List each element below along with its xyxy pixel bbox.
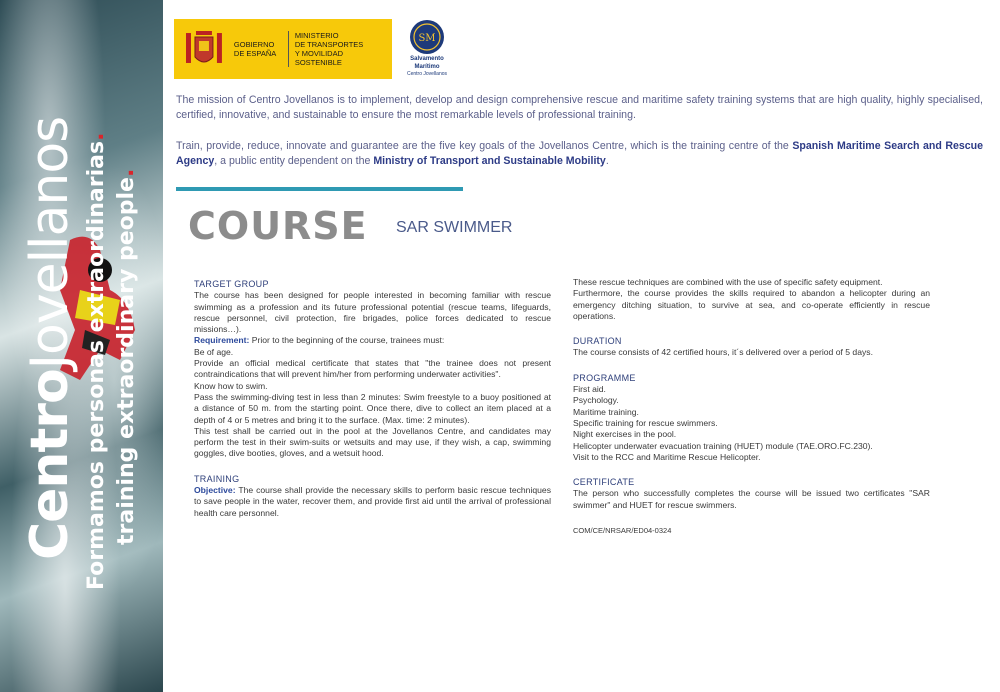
target-group-text: The course has been designed for people interested in becoming familiar with rescue swimming as a profession and its future professional potential (rescue teams, lifeguards, rescue personnel, civil protection, fire brigades, police forces dedicated to rescue missions…). [194,290,551,335]
sasemar-subtitle: Centro Jovellanos [406,71,448,77]
certificate-text: The person who successfully completes the course will be issued two certificates "SAR swimmer" and HUET for rescue swimmers. [573,488,930,510]
requirement-intro: Requirement: Prior to the beginning of the course, trainees must: [194,335,445,346]
programme-item: Helicopter underwater evacuation training (HUET) module (TAE.ORO.FC.230). [573,440,873,451]
course-code: COM/CE/NRSAR/ED04-0324 [573,526,672,536]
programme-item: First aid. [573,384,606,395]
hero-photo-banner [0,0,163,692]
ministry-link-text: Ministry of Transport and Sustainable Mobility [373,155,606,167]
course-heading: COURSE [188,204,368,248]
sasemar-name: Salvamento Marítimo [410,56,444,70]
banner-slogan-english: training extraordinary people. [114,168,139,545]
left-column [194,279,551,519]
requirement-item: Pass the swimming-diving test in less than 2 minutes: Swim freestyle to a buoy positioned at a distance of 50 m. from the starting point. Once there, dive to collect an item placed at a depth of 4 or 5 metres and bring it to the surface. (Max. time: 2 minutes). [194,391,551,425]
objective-text: Objective: The course shall provide the necessary skills to perform basic rescue techniques to save people in the water, recover them, and provide first aid until the arrival of professional health care personnel. [194,485,551,518]
salvamento-maritimo-logo [402,19,452,81]
course-name: SAR SWIMMER [396,219,513,236]
programme-heading: PROGRAMME [573,372,636,383]
gov-name: GOBIERNO DE ESPAÑA [233,40,277,58]
requirement-item: This test shall be carried out in the pool at the Jovellanos Centre, and candidates may perform the test in their swim-suits or wetsuits and may use, if they wish, a cap, swimming goggles, dive booties, gloves, and a wetsuit hood. [194,425,551,459]
programme-item: Specific training for rescue swimmers. [573,417,718,428]
mission-statement: The mission of Centro Jovellanos is to implement, develop and design comprehensive rescue and maritime safety training systems that are high quality, highly specialised, certified, innovative, and sustainable to ensure the most remarkable levels of professional training. [176,94,983,121]
duration-heading: DURATION [573,336,622,347]
programme-item: Maritime training. [573,406,639,417]
programme-list [573,384,930,463]
goals-statement: Train, provide, reduce, innovate and guarantee are the five key goals of the Jovellanos Centre, which is the training centre of the Spanish Maritime Search and Rescue Agency, a public entity dependent on the Ministry of Transport and Sustainable Mobility. [176,140,984,167]
logo-divider [288,31,289,67]
ministry-name: MINISTERIO DE TRANSPORTES Y MOVILIDAD SOSTENIBLE [294,31,364,67]
banner-slogan-spanish: Formamos personas extraordinarias. [84,132,109,590]
certificate-heading: CERTIFICATE [573,477,635,488]
duration-text: The course consists of 42 certified hours, it´s delivered over a period of 5 days. [573,347,873,358]
requirement-item: Be of age. [194,346,234,357]
requirement-item: Provide an official medical certificate that states that "the trainee does not present contraindications that will prevent him/her from performing underwater activities". [194,358,551,380]
sasemar-initials: SM [418,33,436,44]
target-group-heading: TARGET GROUP [194,279,269,289]
techniques-text: These rescue techniques are combined with the use of specific safety equipment. [573,277,883,287]
skills-text: Furthermore, the course provides the skills required to abandon a helicopter during an emergency ditching situation, to survive at sea, and co-operate efficiently in rescue operations. [573,288,930,321]
right-column [573,277,930,536]
brand-wordmark: CentroJovellanos [20,116,80,560]
programme-item: Night exercises in the pool. [573,429,677,440]
programme-item: Visit to the RCC and Maritime Rescue Helicopter. [573,451,761,462]
sasemar-emblem-icon [409,19,445,55]
government-logo [174,19,392,79]
agency-name: Spanish Maritime Search and Rescue Agency [176,140,984,167]
requirement-item: Know how to swim. [194,380,268,391]
coat-of-arms-icon [184,27,224,71]
section-divider [176,187,463,191]
programme-item: Psychology. [573,395,619,406]
training-heading: TRAINING [194,473,240,484]
